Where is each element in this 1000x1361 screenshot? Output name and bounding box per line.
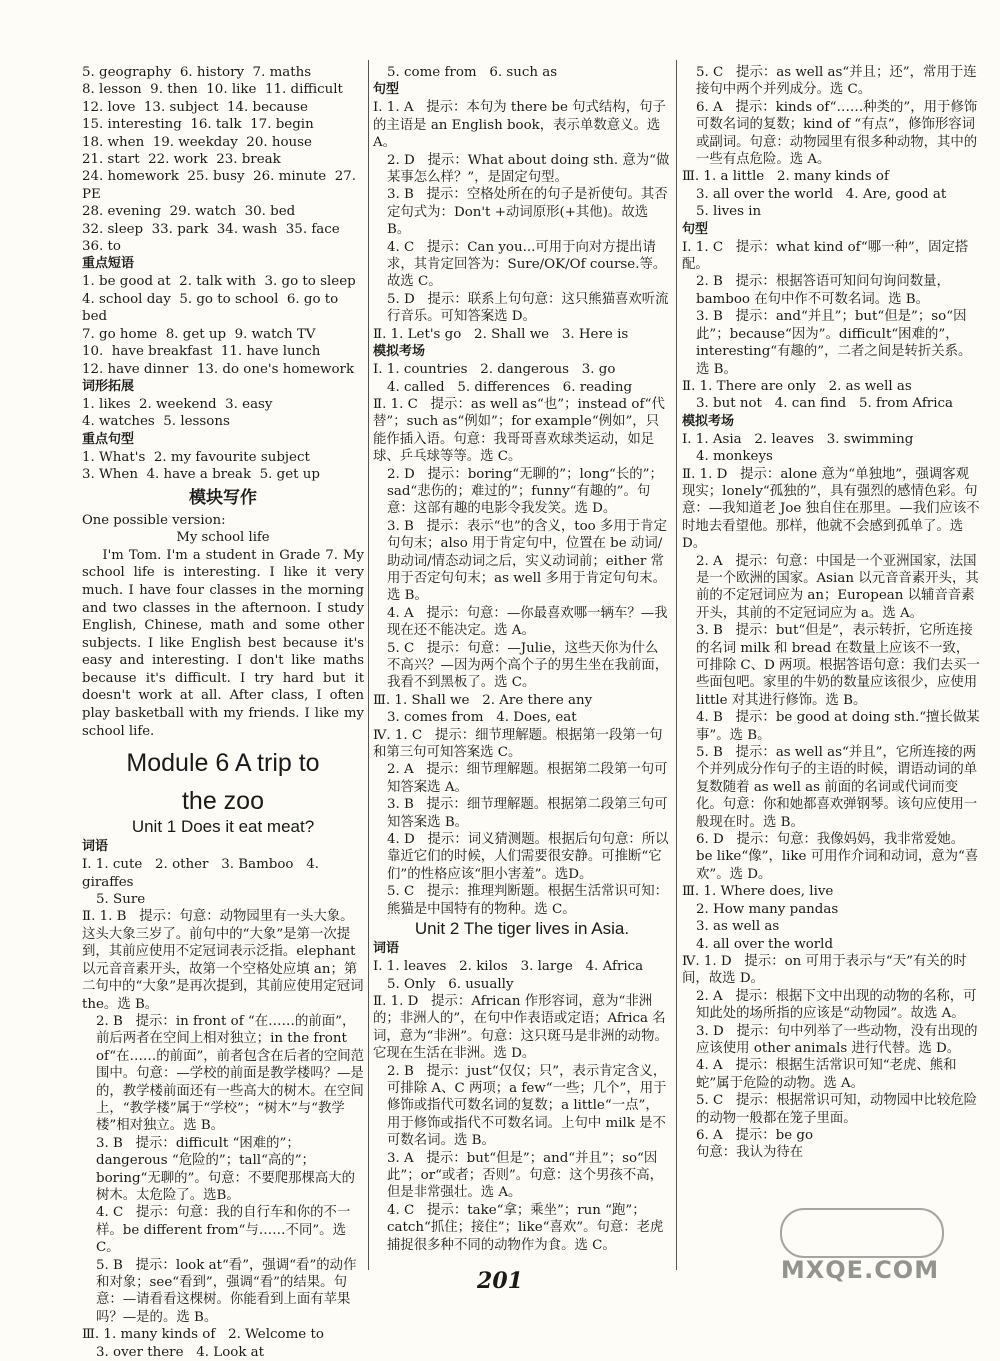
answer-line: 5. C 提示：推理判断题。根据生活常识可知：熊猫是中国特有的物种。选 C。 bbox=[387, 884, 669, 917]
section-heading: 重点句型 bbox=[82, 431, 135, 447]
answer-line: 15. interesting 16. talk 17. begin bbox=[82, 117, 314, 133]
answer-line: 2. D 提示：boring“无聊的”；long“长的”；sad“悲伤的；难过的”；funny“有趣的”。句意：这部有趣的电影令我发笑。选 D。 bbox=[387, 466, 663, 517]
answer-line: 3. B 提示：difficult “困难的”；dangerous “危险的”；tall“高的”；boring“无聊的”。句意：不要爬那棵高大的树木。太危险了。选B。 bbox=[96, 1135, 356, 1203]
answer-line: Ⅱ. 1. D 提示：African 作形容词，意为“非洲的；非洲人的”，在句中作表语或定语；Africa 名词，意为“非洲”。句意：这只斑马是非洲的动物。它现在生活在非洲。选 D。 bbox=[373, 993, 668, 1062]
answer-line: Ⅰ. 1. Asia 2. leaves 3. swimming bbox=[682, 431, 914, 447]
answer-line: Ⅲ. 1. Shall we 2. Are there any bbox=[373, 692, 593, 708]
answer-line: 3. but not 4. can find 5. from Africa bbox=[696, 396, 953, 412]
answer-line: Ⅳ. 1. C 提示：细节理解题。根据第一段第一句和第三句可知答案选 C。 bbox=[373, 727, 663, 761]
column-divider bbox=[368, 60, 369, 1270]
answer-line: 5. Only 6. usually bbox=[387, 976, 514, 992]
answer-line: Ⅰ. 1. cute 2. other 3. Bamboo 4. giraffes bbox=[82, 857, 324, 890]
answer-line: 4. called 5. differences 6. reading bbox=[387, 379, 633, 395]
answer-line: 3. A 提示：but“但是”；and“并且”；so“因此”；or“或者；否则”。句意：这个男孩不高，但是非常强壮。选 A。 bbox=[387, 1150, 664, 1201]
answer-line: 28. evening 29. watch 30. bed bbox=[82, 204, 296, 220]
answer-line: Ⅰ. 1. leaves 2. kilos 3. large 4. Africa bbox=[373, 959, 644, 975]
answer-line: Ⅰ. 1. C 提示：what kind of“哪一种”，固定搭配。 bbox=[682, 239, 969, 273]
answer-line: 3. When 4. have a break 5. get up bbox=[82, 467, 320, 483]
answer-line: 4. monkeys bbox=[696, 449, 773, 465]
essay-text: One possible version: bbox=[82, 512, 226, 528]
section-heading: 模拟考场 bbox=[682, 413, 735, 429]
answer-line: 4. A 提示：句意：—你最喜欢哪一辆车？—我现在还不能决定。选 A。 bbox=[387, 605, 668, 639]
answer-line: 2. D 提示：What about doing sth. 意为“做某事怎么样？”，是固定句型。 bbox=[387, 152, 670, 186]
answer-line: 4. C 提示：Can you...可用于向对方提出请求，其肯定回答为：Sure/OK/Of course.等。故选 C。 bbox=[387, 239, 667, 290]
answer-line: 5. C 提示：as well as“并且；还”，常用于连接句中两个并列成分。选 C。 bbox=[696, 65, 977, 98]
answer-line: 5. B 提示：look at“看”，强调“看”的动作和对象；see“看到”，强调“看”的结果。句意：—请看看这棵树。你能看到上面有苹果吗？—是的。选 B。 bbox=[96, 1257, 357, 1325]
watermark-text: MXQE.COM bbox=[780, 1256, 940, 1284]
answer-line: 3. as well as bbox=[696, 919, 780, 935]
answer-line: 4. C 提示：take“拿；乘坐”；run “跑”；catch“抓住；接住”；like“喜欢”。句意：老虎捕捉很多种不同的动物作为食。选 C。 bbox=[387, 1202, 664, 1253]
section-heading: 模拟考场 bbox=[373, 344, 426, 360]
answer-line: 24. homework 25. busy 26. minute 27. PE bbox=[82, 169, 361, 202]
answer-line: 3. B 提示：and“并且”；but“但是”；so“因此”；because“因为”。difficult“困难的”，interesting“有趣的”，二者之间是转折关系。选 B。 bbox=[696, 309, 972, 377]
essay-text: I'm Tom. I'm a student in Grade 7. My school life is interesting. I like it very much. I have four classes in the morning and two classes in the afternoon. I study English, Chinese, math and some other subjects. I like English best because it's easy and interesting. I don't like maths because it's difficult. I try hard but it doesn't work at all. After class, I often play basketball with my friends. I like my school life. bbox=[82, 547, 369, 739]
answer-line: 2. A 提示：细节理解题。根据第二段第一句可知答案选 A。 bbox=[387, 762, 668, 795]
answer-line: 4. school day 5. go to school 6. go to bed bbox=[82, 291, 343, 325]
answer-line: 5. D 提示：联系上句句意：这只熊猫喜欢听流行音乐。可知答案选 D。 bbox=[387, 291, 669, 325]
answer-line: 句意：我认为待在 bbox=[696, 1145, 804, 1161]
answer-line: 3. B 提示：表示“也”的含义，too 多用于肯定句句末；also 用于肯定句中，位置在 be 动词/助动词/情态动词之后，实义动词前；either 常用于否定句句末；as well 多用于肯定句句末。选 B。 bbox=[387, 518, 667, 604]
section-heading: 词语 bbox=[82, 839, 109, 855]
answer-line: 3. B 提示：空格处所在的句子是祈使句。其否定句式为：Don't +动词原形(+其他)。故选 B。 bbox=[387, 187, 668, 238]
column-divider bbox=[676, 60, 677, 1270]
answer-line: 7. go home 8. get up 9. watch TV bbox=[82, 326, 316, 342]
answer-line: 5. lives in bbox=[696, 204, 762, 220]
answer-line: 4. D 提示：词义猜测题。根据后句句意：所以靠近它们的时候，人们需要很安静。可推断“它们”的性格应该“胆小害羞”。选D。 bbox=[387, 832, 669, 882]
answer-line: 6. D 提示：句意：我像妈妈，我非常爱她。be like“像”，like 可用作介词和动词，意为“喜欢”。选 D。 bbox=[696, 832, 979, 882]
answer-line: 3. all over the world 4. Are, good at bbox=[696, 186, 947, 202]
answer-line: Ⅱ. 1. D 提示：alone 意为“单独地”，强调客观现实；lonely“孤独的”，具有强烈的感情色彩。句意：—我知道老 Joe 独自住在那里。—我们应该不时地去看望他。那样，他就不会感到孤单了。选 D。 bbox=[682, 466, 980, 552]
page-number: 201 bbox=[477, 1268, 523, 1294]
watermark-logo-icon bbox=[780, 1208, 944, 1258]
answer-line: 6. A 提示：be go bbox=[696, 1127, 814, 1143]
answer-line: 12. love 13. subject 14. because bbox=[82, 99, 308, 115]
answer-line: 5. C 提示：根据常识可知，动物园中比较危险的动物一般都在笼子里面。 bbox=[696, 1093, 978, 1126]
answer-line: 4. all over the world bbox=[696, 936, 834, 952]
answer-line: 5. come from 6. such as bbox=[387, 65, 558, 80]
column-right bbox=[682, 64, 980, 1162]
answer-line: 1. be good at 2. talk with 3. go to sleep bbox=[82, 274, 356, 290]
column-left bbox=[82, 64, 369, 1361]
answer-line: 3. B 提示：细节理解题。根据第二段第三句可知答案选 B。 bbox=[387, 797, 668, 830]
answer-line: 3. D 提示：句中列举了一些动物，没有出现的应该使用 other animals 进行代替。选 D。 bbox=[696, 1023, 978, 1056]
answer-line: 6. A 提示：kinds of“……种类的”，用于修饰可数名词的复数；kind of “有点”，修饰形容词或副词。句意：动物园里有很多种动物，其中的一些有点危险。选 A。 bbox=[696, 99, 978, 168]
answer-line: 21. start 22. work 23. break bbox=[82, 152, 281, 168]
answer-line: 1. likes 2. weekend 3. easy bbox=[82, 396, 273, 412]
unit-title: Unit 1 Does it eat meat? bbox=[131, 817, 315, 837]
answer-line: Ⅰ. 1. A 提示：本句为 there be 句式结构，句子的主语是 an English book，表示单数意义。选 A。 bbox=[373, 100, 666, 151]
answer-line: 4. A 提示：根据生活常识可知“老虎、熊和蛇”属于危险的动物。选 A。 bbox=[696, 1058, 957, 1091]
answer-line: Ⅱ. 1. Let's go 2. Shall we 3. Here is bbox=[373, 326, 629, 342]
answer-line: 4. B 提示：be good at doing sth.“擅长做某事”。选 B。 bbox=[696, 710, 980, 743]
answer-line: 3. comes from 4. Does, eat bbox=[387, 710, 577, 726]
answer-line: 1. What's 2. my favourite subject bbox=[82, 449, 310, 465]
answer-line: 12. have dinner 13. do one's homework bbox=[82, 361, 355, 377]
essay-text: My school life bbox=[176, 530, 270, 546]
answer-line: Ⅲ. 1. a little 2. many kinds of bbox=[682, 169, 889, 185]
answer-line: 5. Sure bbox=[96, 892, 146, 908]
column-middle bbox=[373, 64, 671, 1254]
answer-line: Ⅰ. 1. countries 2. dangerous 3. go bbox=[373, 362, 616, 378]
answer-line: 4. C 提示：句意：我的自行车和你的不一样。be different from“与……不同”。选 C。 bbox=[96, 1205, 351, 1256]
answer-line: 32. sleep 33. park 34. wash 35. face bbox=[82, 221, 340, 237]
section-heading: 句型 bbox=[373, 82, 400, 98]
answer-line: 10. have breakfast 11. have lunch bbox=[82, 344, 321, 360]
section-title: 模块写作 bbox=[189, 487, 257, 508]
answer-line: Ⅱ. 1. B 提示：句意：动物园里有一头大象。这头大象三岁了。前句中的“大象”是第一次提到，其前应使用不定冠词表示泛指。elephant 以元音音素开头，故第一个空格处应填 an；第二句中的“大象”是再次提到，其前应使用定冠词 the。选 B。 bbox=[82, 909, 368, 1012]
answer-line: 2. A 提示：句意：中国是一个亚洲国家，法国是一个欧洲的国家。Asian 以元音音素开头，其前的不定冠词应为 an；European 以辅音音素开头，其前的不定冠词应为 a。选 A。 bbox=[696, 553, 979, 621]
answer-line: 2. B 提示：just“仅仅；只”，表示肯定含义，可排除 A、C 两项；a few“一些；几个”，用于修饰或指代可数名词的复数；a little“一点”，用于修饰或指代不可数名词。上句中 milk 是不可数名词。选 B。 bbox=[387, 1063, 667, 1149]
answer-line: 2. B 提示：根据答语可知问句询问数量，bamboo 在句中作不可数名词。选 B。 bbox=[696, 274, 950, 307]
answer-line: 2. B 提示：in front of “在……的前面”，前后两者在空间上相对独立；in the front of“在……的前面”，前者包含在后者的空间范围中。句意：—学校的前面是教学楼吗？—是的，教学楼前面还有一些高大的树木。在空间上，“教学楼”属于“学校”；“树木”与“教学楼”相对独立。选 B。 bbox=[96, 1013, 364, 1134]
answer-line: Ⅱ. 1. There are only 2. as well as bbox=[682, 378, 912, 394]
watermark bbox=[740, 1208, 980, 1288]
answer-line: 2. How many pandas bbox=[696, 901, 839, 917]
answer-line: 8. lesson 9. then 10. like 11. difficult bbox=[82, 82, 343, 98]
answer-line: 18. when 19. weekday 20. house bbox=[82, 134, 312, 150]
answer-line: 3. B 提示：but“但是”，表示转折，它所连接的名词 milk 和 bread 在数量上应该不一致，可排除 C、D 两项。根据答语句意：我们去买一些面包吧。家里的牛奶的数量应该很少，应使用 little 对其进行修饰。选 B。 bbox=[696, 623, 982, 708]
answer-line: 5. B 提示：as well as“并且”，它所连接的两个并列成分作句子的主语的时候，谓语动词的单复数随着 as well as 前面的名词或代词而变化。句意：你和她都喜欢弹钢琴。该句应使用一般现在时。选 B。 bbox=[696, 745, 978, 830]
answer-line: Ⅲ. 1. many kinds of 2. Welcome to bbox=[82, 1327, 324, 1343]
section-heading: 词形拓展 bbox=[82, 378, 135, 394]
answer-line: 3. over there 4. Look at bbox=[96, 1344, 265, 1360]
answer-line: 4. watches 5. lessons bbox=[82, 414, 230, 430]
answer-line: Ⅲ. 1. Where does, live bbox=[682, 884, 834, 900]
answer-line: 2. A 提示：根据下文中出现的动物的名称，可知此处的场所指的应该是“动物园”。故选 A。 bbox=[696, 988, 977, 1022]
answer-line: Ⅱ. 1. C 提示：as well as“也”；instead of“代替”；such as“例如”；for example“例如”，只能作插入语。句意：我哥哥喜欢球类运动，如足球、乒乓球等等。选 C。 bbox=[373, 396, 665, 465]
section-heading: 句型 bbox=[682, 221, 709, 237]
section-heading: 词语 bbox=[373, 941, 400, 957]
answer-line: 5. C 提示：句意：—Julie，这些天你为什么不高兴？—因为两个高个子的男生坐在我前面，我看不到黑板了。选 C。 bbox=[387, 640, 669, 691]
module-title: Module 6 A trip to bbox=[126, 749, 320, 778]
answer-line: 36. to bbox=[82, 239, 121, 255]
section-heading: 重点短语 bbox=[82, 256, 135, 272]
unit-title: Unit 2 The tiger lives in Asia. bbox=[414, 919, 630, 939]
answer-line: 5. geography 6. history 7. maths bbox=[82, 65, 312, 80]
module-title: the zoo bbox=[181, 787, 264, 816]
answer-line: Ⅳ. 1. D 提示：on 可用于表示与“天”有关的时间，故选 D。 bbox=[682, 953, 967, 987]
